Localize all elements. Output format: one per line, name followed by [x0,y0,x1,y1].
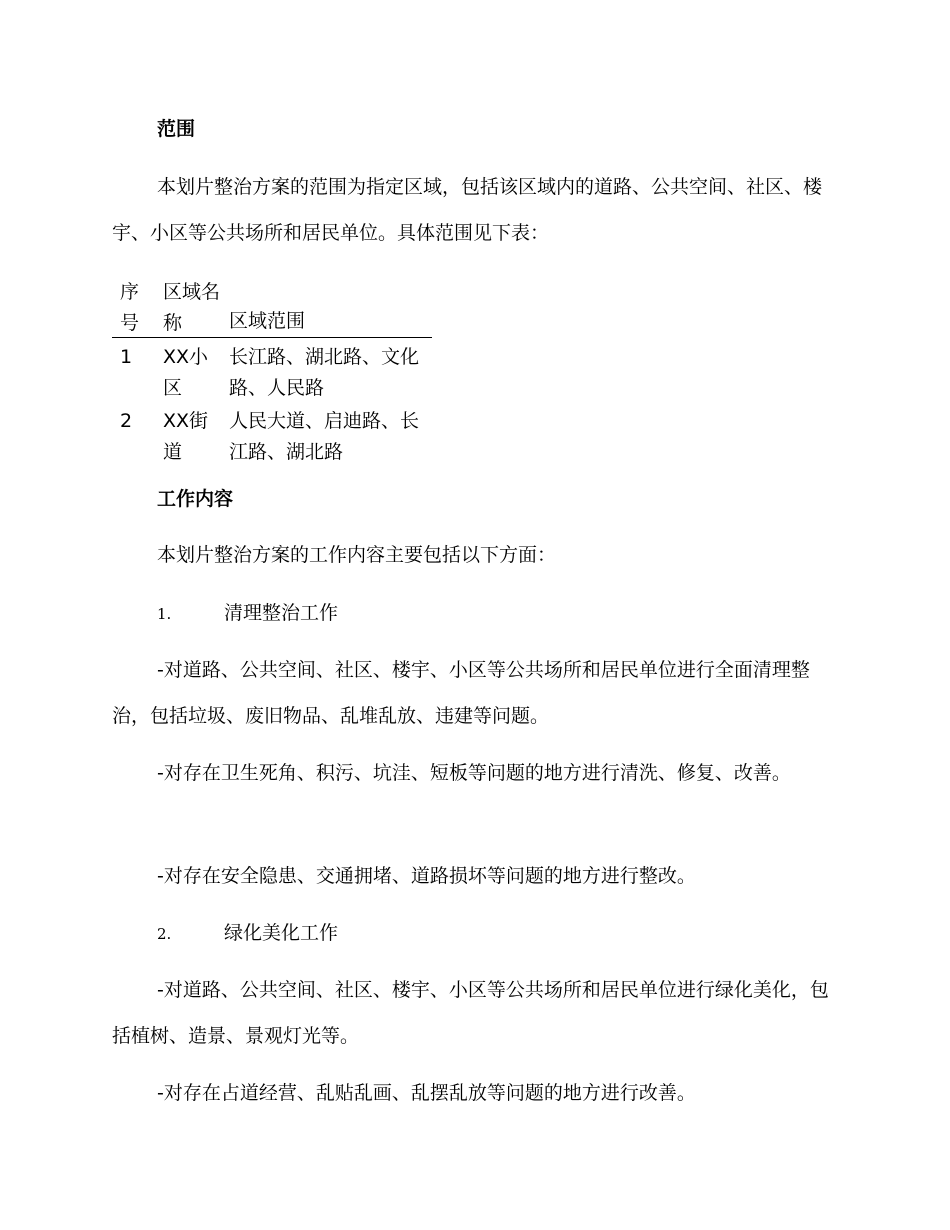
bullet-paragraph: -对道路、公共空间、社区、楼宇、小区等公共场所和居民单位进行绿化美化，包括植树、造景、景观灯光等。 [112,979,829,1047]
bullet-paragraph: -对存在卫生死角、积污、坑洼、短板等问题的地方进行清洗、修复、改善。 [157,762,791,784]
table-cell-index: 1 [120,346,133,368]
table-cell-area-name: XX街道 [163,410,209,463]
table-header-area-name: 区域名称 [163,281,221,334]
scope-table [112,279,432,466]
scope-heading: 范围 [157,118,196,140]
table-header-index: 序号 [120,281,140,334]
bullet-paragraph: -对存在安全隐患、交通拥堵、道路损坏等问题的地方进行整改。 [157,865,696,887]
list-item-number: 1. [157,605,172,623]
work-intro-paragraph: 本划片整治方案的工作内容主要包括以下方面： [157,544,557,566]
list-item-title: 清理整治工作 [224,602,339,624]
list-item [157,601,338,626]
list-item [157,921,338,946]
bullet-paragraph: -对道路、公共空间、社区、楼宇、小区等公共场所和居民单位进行全面清理整治，包括垃圾、废旧物品、乱堆乱放、违建等问题。 [112,659,810,727]
table-cell-area-name: XX小区 [163,346,209,399]
table-row [112,338,432,402]
list-item-number: 2. [157,925,172,943]
table-cell-index: 2 [120,410,133,432]
table-header-row [112,279,432,338]
table-cell-area-scope: 人民大道、启迪路、长江路、湖北路 [229,410,420,463]
table-header-area-scope: 区域范围 [229,310,306,332]
work-heading: 工作内容 [157,488,234,510]
bullet-paragraph: -对存在占道经营、乱贴乱画、乱摆乱放等问题的地方进行改善。 [157,1082,696,1104]
table-cell-area-scope: 长江路、湖北路、文化路、人民路 [229,346,420,399]
list-item-title: 绿化美化工作 [224,922,339,944]
table-row [112,402,432,466]
scope-intro-paragraph: 本划片整治方案的范围为指定区域，包括该区域内的道路、公共空间、社区、楼宇、小区等公共场所和居民单位。具体范围见下表： [112,176,823,244]
